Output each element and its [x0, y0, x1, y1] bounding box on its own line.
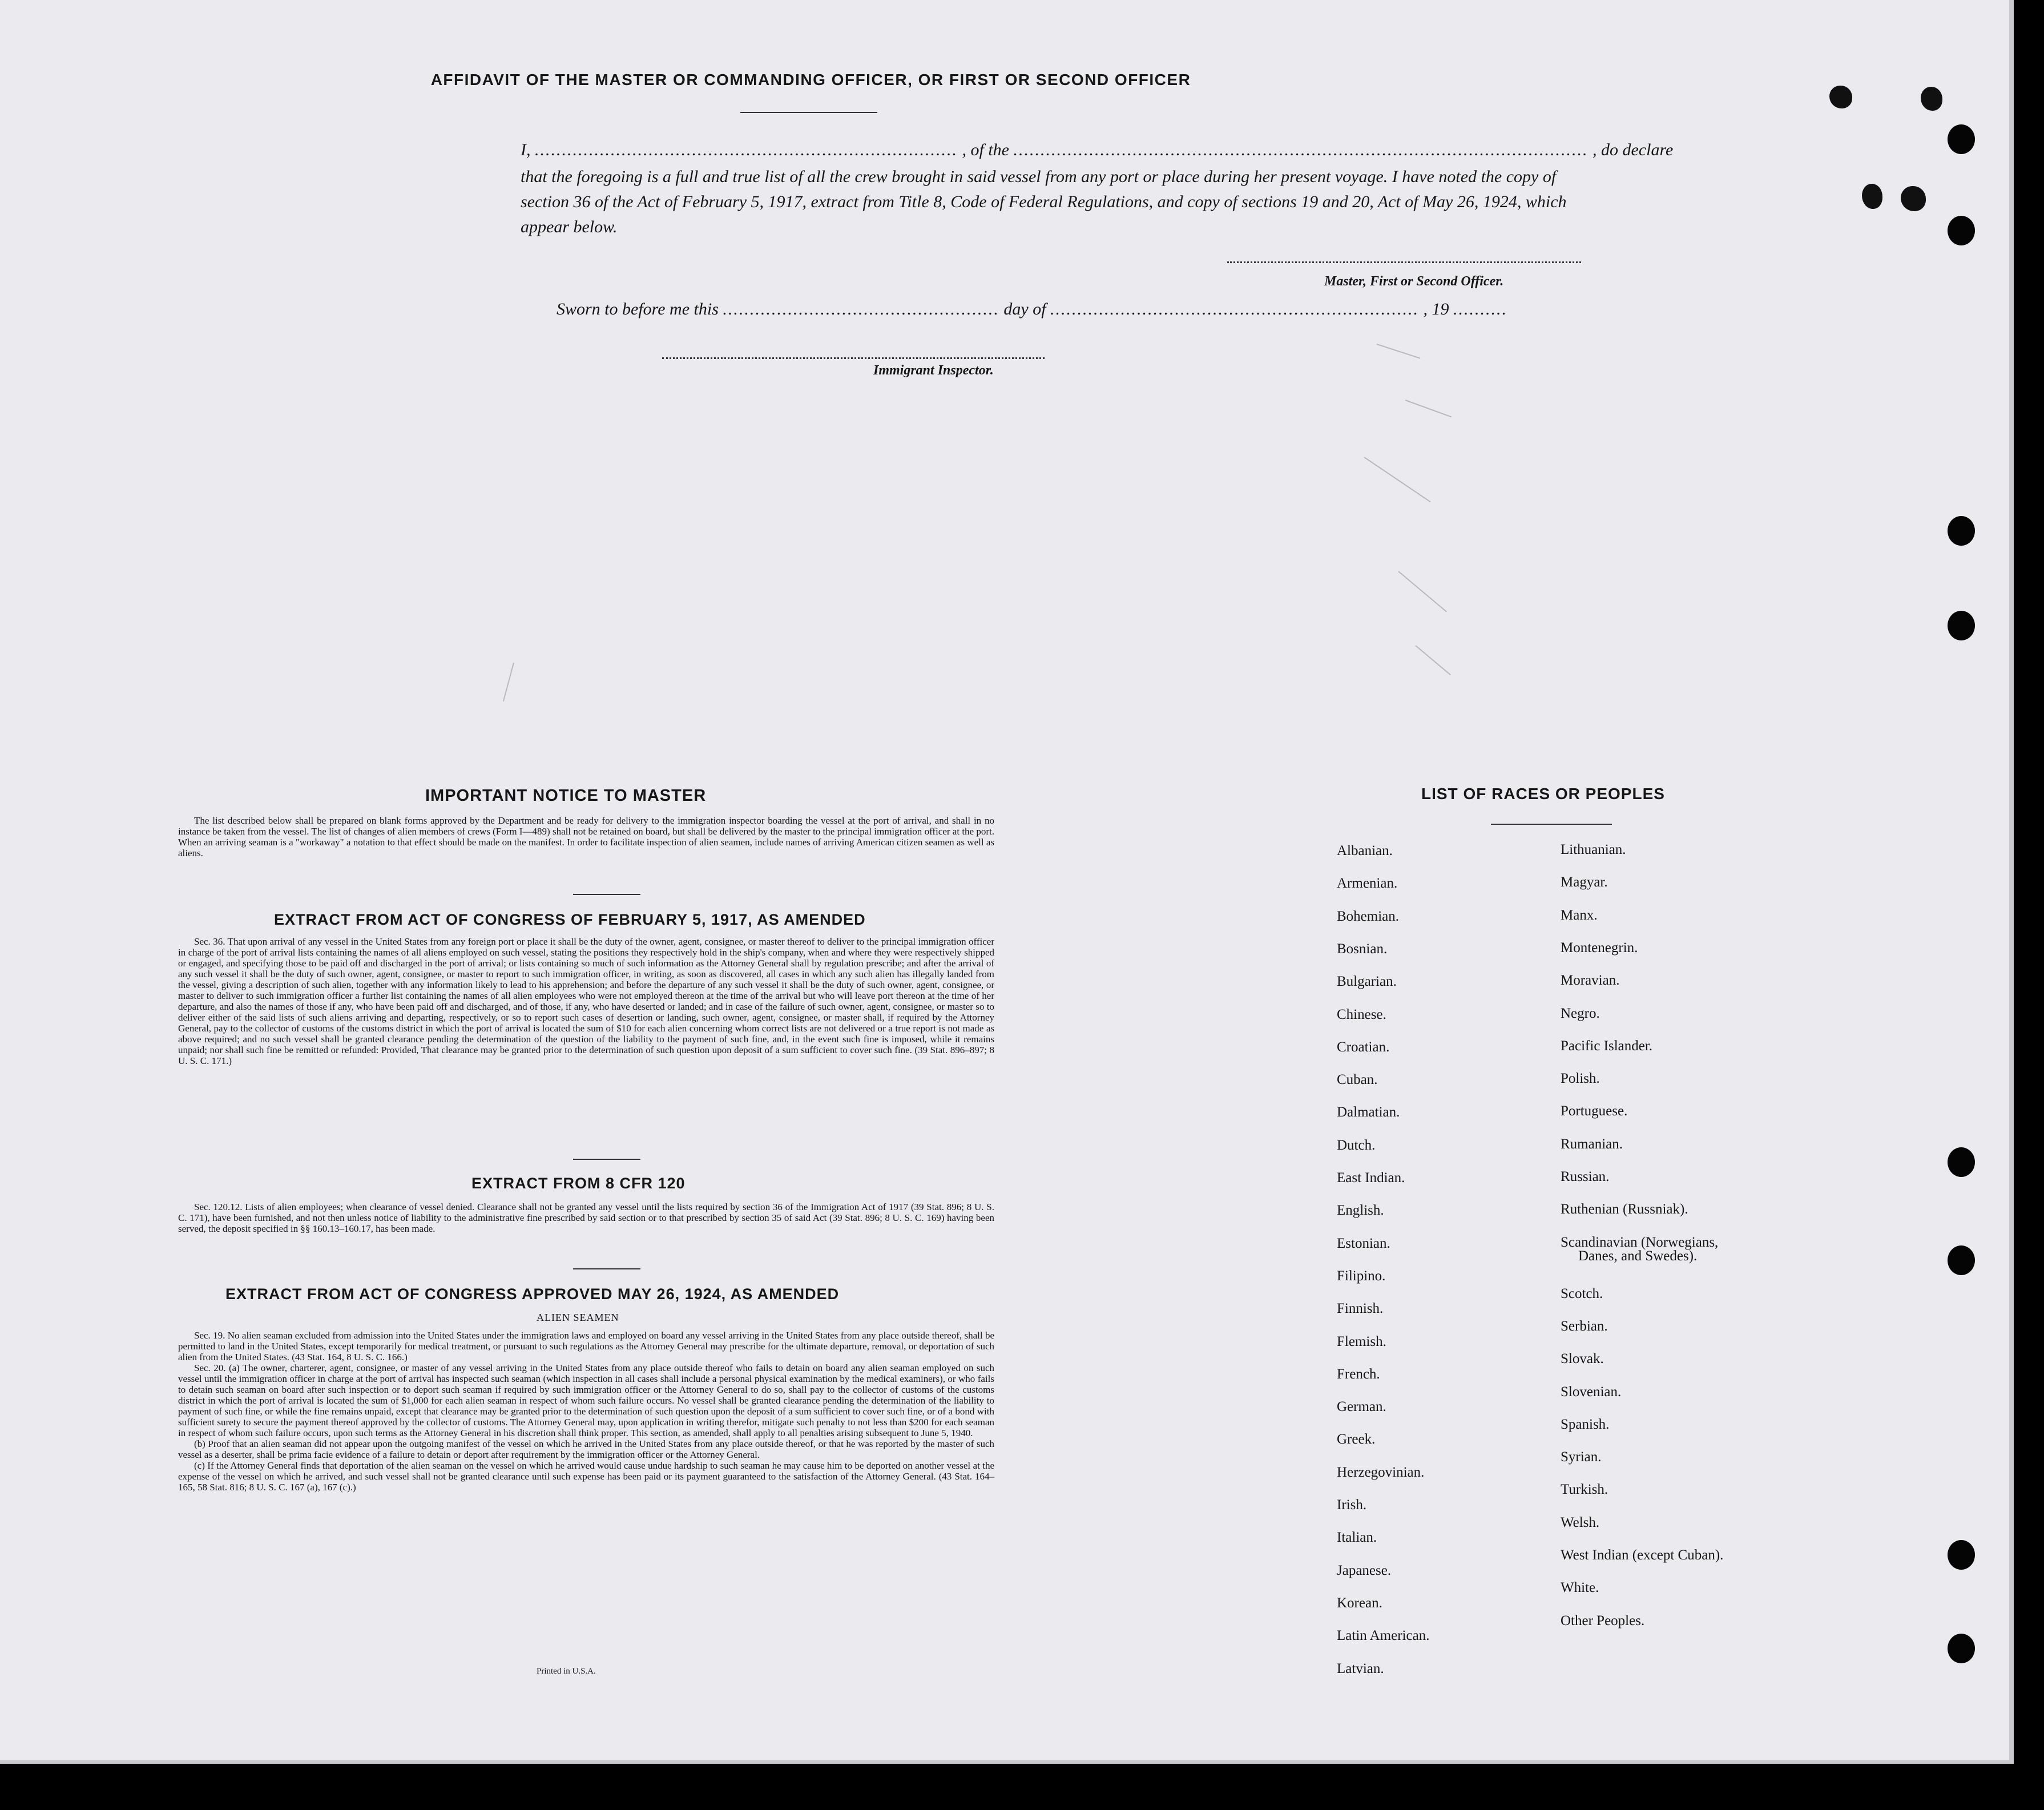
punch-hole	[1948, 516, 1975, 546]
scan-mark	[1364, 457, 1430, 502]
scan-mark	[1415, 645, 1451, 675]
race-item: French.	[1337, 1366, 1380, 1382]
race-item: Japanese.	[1337, 1562, 1392, 1578]
punch-hole	[1948, 1245, 1975, 1275]
race-item: Danes, and Swedes).	[1578, 1248, 1698, 1264]
extract-cfr-heading: EXTRACT FROM 8 CFR 120	[471, 1175, 686, 1192]
declaration-body: that the foregoing is a full and true list of all the crew brought in said vessel from any port or place during her present voyage. I have noted the copy of section 36 of the Act of February 5, 1917, extract from Title 8, Code of Federal Regulations, and copy of sections 19 and 20, Act of May 26, 1924, which appear below.	[521, 167, 1567, 236]
punch-hole	[1948, 1540, 1975, 1570]
declaration-of: , of the	[962, 140, 1009, 159]
race-item: Latin American.	[1337, 1628, 1430, 1644]
race-item: Scotch.	[1561, 1285, 1603, 1301]
extract-1924-heading: EXTRACT FROM ACT OF CONGRESS APPROVED MAY 26, 1924, AS AMENDED	[225, 1285, 840, 1303]
extract-1917-heading: EXTRACT FROM ACT OF CONGRESS OF FEBRUARY 5, 1917, AS AMENDED	[274, 911, 866, 928]
race-item: Flemish.	[1337, 1333, 1386, 1349]
race-item: Greek.	[1337, 1432, 1376, 1448]
race-item: Scandinavian (Norwegians,	[1561, 1234, 1719, 1250]
alien-seamen-subheading: ALIEN SEAMEN	[537, 1312, 619, 1323]
race-item: Negro.	[1561, 1005, 1600, 1021]
race-item: Slovak.	[1561, 1351, 1604, 1367]
notice-text	[178, 815, 994, 858]
race-item: Finnish.	[1337, 1301, 1384, 1317]
race-item: Moravian.	[1561, 973, 1620, 989]
sworn-month-blank: ....................................................................	[1050, 300, 1420, 319]
sworn-year-blank: ..........	[1453, 300, 1508, 319]
section-120-paragraph: Sec. 120.12. Lists of alien employees; when clearance of vessel denied. Clearance shall not be granted any vessel until the lists required by section 36 of the Immigration Act of 1917 (39 Stat. 896; 8 U. S. C. 171), have been furnished, and not then unless notice of liability to the administrative fine prescribed by said section or to that prescribed by section 35 of said Act (39 Stat. 896; 8 U. S. C. 169) having been served, the deposit specified in §§ 160.13–160.17, has been made.	[178, 1202, 994, 1234]
sworn-line	[557, 300, 1507, 319]
race-item: Chinese.	[1337, 1006, 1386, 1022]
scan-mark	[503, 663, 514, 702]
sworn-year: , 19	[1423, 300, 1449, 319]
inspector-signature-label: Immigrant Inspector.	[873, 363, 994, 378]
scan-mark	[1398, 571, 1447, 612]
race-item: German.	[1337, 1399, 1386, 1415]
printed-in-usa: Printed in U.S.A.	[537, 1667, 596, 1676]
punch-hole	[1862, 184, 1882, 209]
race-item: English.	[1337, 1203, 1384, 1219]
punch-hole	[1901, 186, 1926, 211]
race-item: Italian.	[1337, 1530, 1377, 1546]
race-item: Slovenian.	[1561, 1384, 1622, 1400]
race-item: Armenian.	[1337, 876, 1398, 892]
scan-mark	[1405, 400, 1452, 417]
section-20b-paragraph: (b) Proof that an alien seaman did not appear upon the outgoing manifest of the vessel on which he arrived in the United States from any place outside thereof, or that he was reported by the master of such vessel as a deserter, shall be prima facie evidence of a failure to detain or deport after requirement by the immigration officer or the Attorney General.	[178, 1438, 994, 1460]
race-item: Dutch.	[1337, 1137, 1376, 1153]
punch-hole	[1948, 611, 1975, 640]
notice-paragraph: The list described below shall be prepared on blank forms approved by the Department and be ready for delivery to the immigration inspector boarding the vessel at the port of arrival, and shall in no instance be taken from the vessel. The list of changes of alien members of crews (Form I—489) shall not be retained on board, but shall be delivered by the master to the principal immigration officer at the port. When an arriving seaman is a "workaway" a notation to that effect should be made on the manifest. In order to facilitate inspection of alien seamen, include names of arriving American citizen seamen as well as aliens.	[178, 815, 994, 858]
race-item: Syrian.	[1561, 1449, 1602, 1465]
punch-hole	[1829, 86, 1852, 108]
title-rule	[740, 112, 877, 113]
race-item: Bosnian.	[1337, 941, 1388, 957]
extract-1924-text	[178, 1330, 994, 1493]
race-item: Portuguese.	[1561, 1103, 1628, 1119]
race-item: Latvian.	[1337, 1660, 1384, 1676]
race-item: Rumanian.	[1561, 1136, 1623, 1152]
race-item: Serbian.	[1561, 1318, 1608, 1334]
punch-hole	[1948, 1634, 1975, 1663]
race-item: Dalmatian.	[1337, 1104, 1400, 1120]
race-item: Lithuanian.	[1561, 842, 1626, 857]
race-item: Spanish.	[1561, 1416, 1610, 1432]
sworn-prefix: Sworn to before me this	[557, 300, 719, 319]
race-item: Croatian.	[1337, 1039, 1390, 1055]
sworn-day-of: day of	[1003, 300, 1046, 319]
declaration-prefix: I,	[521, 140, 531, 159]
race-item: Albanian.	[1337, 843, 1393, 858]
race-item: Bulgarian.	[1337, 974, 1397, 990]
section-rule	[573, 1268, 640, 1269]
races-rule	[1491, 824, 1612, 825]
master-signature-label: Master, First or Second Officer.	[1324, 274, 1504, 289]
extract-cfr-text	[178, 1202, 994, 1234]
section-36-paragraph: Sec. 36. That upon arrival of any vessel in the United States from any foreign port or place it shall be the duty of the owner, agent, consignee, or master thereof to deliver to the principal immigration officer in charge of the port of arrival lists containing the names of all aliens employed on such vessel, stating the positions they respectively hold in the ship's company, when and where they were respectively shipped or engaged, and specifying those to be paid off and discharged in the port of arrival; or lists containing so much of such information as the Attorney General shall by regulation prescribe; and after the arrival of any such vessel it shall be the duty of such owner, agent, consignee, or master to report to such immigration officer, in writing, as soon as discovered, all cases in which any such alien has illegally landed from the vessel, giving a description of such alien, together with any information likely to lead to his apprehension; and before the departure of any such vessel it shall be the duty of such owner, agent, consignee, or master to deliver to such immigration officer a further list containing the names of all alien employees who were not employed thereon at the time of the arrival but who will leave port thereon at the time of her departure, and also the names of those if any, who have been paid off and discharged, and of those, if any, who have deserted or landed; and in case of the failure of such owner, agent, consignee, or master so to deliver either of the said lists of such aliens arriving and departing, respectively, or so to report such cases of desertion or landing, such owner, agent, consignee, or master shall, if required by the Attorney General, pay to the collector of customs of the customs district in which the port of arrival is located the sum of $10 for each alien concerning whom correct lists are not delivered or a true report is not made as above required; and no such vessel shall be granted clearance pending the determination of the question of the liability to the payment of such fine, and, in the event such fine is imposed, while it remains unpaid; nor shall such fine be remitted or refunded: Provided, That clearance may be granted prior to the determination of such question upon deposit of a sum sufficient to cover such fine. (39 Stat. 896–897; 8 U. S. C. 171.)	[178, 936, 994, 1066]
master-signature-line	[1227, 261, 1581, 263]
notice-heading: IMPORTANT NOTICE TO MASTER	[425, 787, 707, 805]
race-item: Bohemian.	[1337, 908, 1400, 924]
race-item: Polish.	[1561, 1071, 1600, 1087]
race-item: Cuban.	[1337, 1072, 1378, 1088]
race-item: Russian.	[1561, 1169, 1610, 1184]
race-item: Welsh.	[1561, 1514, 1600, 1530]
scan-mark	[1377, 344, 1421, 359]
section-rule	[573, 1159, 640, 1160]
race-item: Irish.	[1337, 1497, 1367, 1513]
affidavit-title: AFFIDAVIT OF THE MASTER OR COMMANDING OFFICER, OR FIRST OR SECOND OFFICER	[430, 71, 1191, 88]
section-20a-paragraph: Sec. 20. (a) The owner, charterer, agent, consignee, or master of any vessel arriving in the United States from any place outside thereof who fails to detain on board any alien seaman employed on such vessel until the immigration officer in charge at the port of arrival has inspected such seaman (which inspection in all cases shall include a personal physical examination by the medical examiners), or who fails to detain such seaman on board after such inspection or to deport such seaman if required by such immigration officer or the Attorney General to do so, shall pay to the collector of customs of the customs district in which the port of arrival is located the sum of $1,000 for each alien seaman in respect of whom such failure occurs. No vessel shall be granted clearance pending the determination of the liability to payment of such fine, or while the fine remains unpaid, except that clearance may be granted prior to the determination of such question upon the deposit of a sum sufficient to cover such fine, or of a bond with sufficient surety to secure the payment thereof approved by the collector of customs. The Attorney General may, upon application in writing therefor, mitigate such penalty to not less than $200 for each seaman in respect of whom such failure occurs, upon such terms as the Attorney General in his discretion shall think proper. This section, as amended, shall apply to all penalties arising subsequent to June 5, 1940.	[178, 1362, 994, 1438]
race-item: Herzegovinian.	[1337, 1464, 1425, 1480]
punch-hole	[1948, 124, 1975, 154]
vessel-blank: ..........................................................................................................	[1013, 140, 1589, 159]
inspector-signature-line	[662, 357, 1045, 359]
race-item: Montenegrin.	[1561, 940, 1638, 956]
race-item: East Indian.	[1337, 1170, 1405, 1186]
race-item: Filipino.	[1337, 1268, 1386, 1284]
race-item: Estonian.	[1337, 1235, 1390, 1251]
race-item: Manx.	[1561, 907, 1598, 923]
extract-1917-text	[178, 936, 994, 1066]
race-item: White.	[1561, 1580, 1599, 1596]
declaration-line	[521, 140, 1673, 160]
punch-hole	[1921, 87, 1942, 111]
punch-hole	[1948, 216, 1975, 245]
race-item: Korean.	[1337, 1595, 1382, 1611]
section-20c-paragraph: (c) If the Attorney General finds that deportation of the alien seaman on the vessel on which he arrived would cause undue hardship to such seaman he may cause him to be deported on another vessel at the expense of the vessel on which he arrived, and such vessel shall not be granted clearance until such expense has been paid or its payment guaranteed to the satisfaction of the Attorney General. (43 Stat. 164–165, 58 Stat. 816; 8 U. S. C. 167 (a), 167 (c).)	[178, 1460, 994, 1493]
section-rule	[573, 894, 640, 895]
punch-hole	[1948, 1147, 1975, 1177]
section-19-paragraph: Sec. 19. No alien seaman excluded from admission into the United States under the immigration laws and employed on board any vessel arriving in the United States from any place outside thereof, shall be permitted to land in the United States, except temporarily for medical treatment, or pursuant to such regulations as the Attorney General may prescribe for the ultimate departure, removal, or deportation of such alien from the United States. (43 Stat. 164, 8 U. S. C. 166.)	[178, 1330, 994, 1362]
sworn-date-blank: ...................................................	[723, 300, 999, 319]
race-item: Other Peoples.	[1561, 1613, 1645, 1628]
race-item: Magyar.	[1561, 874, 1608, 890]
race-item: Pacific Islander.	[1561, 1038, 1653, 1054]
name-blank: ..............................................................................	[535, 140, 958, 159]
race-item: Turkish.	[1561, 1482, 1608, 1498]
race-item: Ruthenian (Russniak).	[1561, 1202, 1688, 1218]
races-heading: LIST OF RACES OR PEOPLES	[1421, 785, 1665, 803]
race-item: West Indian (except Cuban).	[1561, 1547, 1724, 1563]
declaration-suffix: , do declare	[1593, 140, 1674, 159]
